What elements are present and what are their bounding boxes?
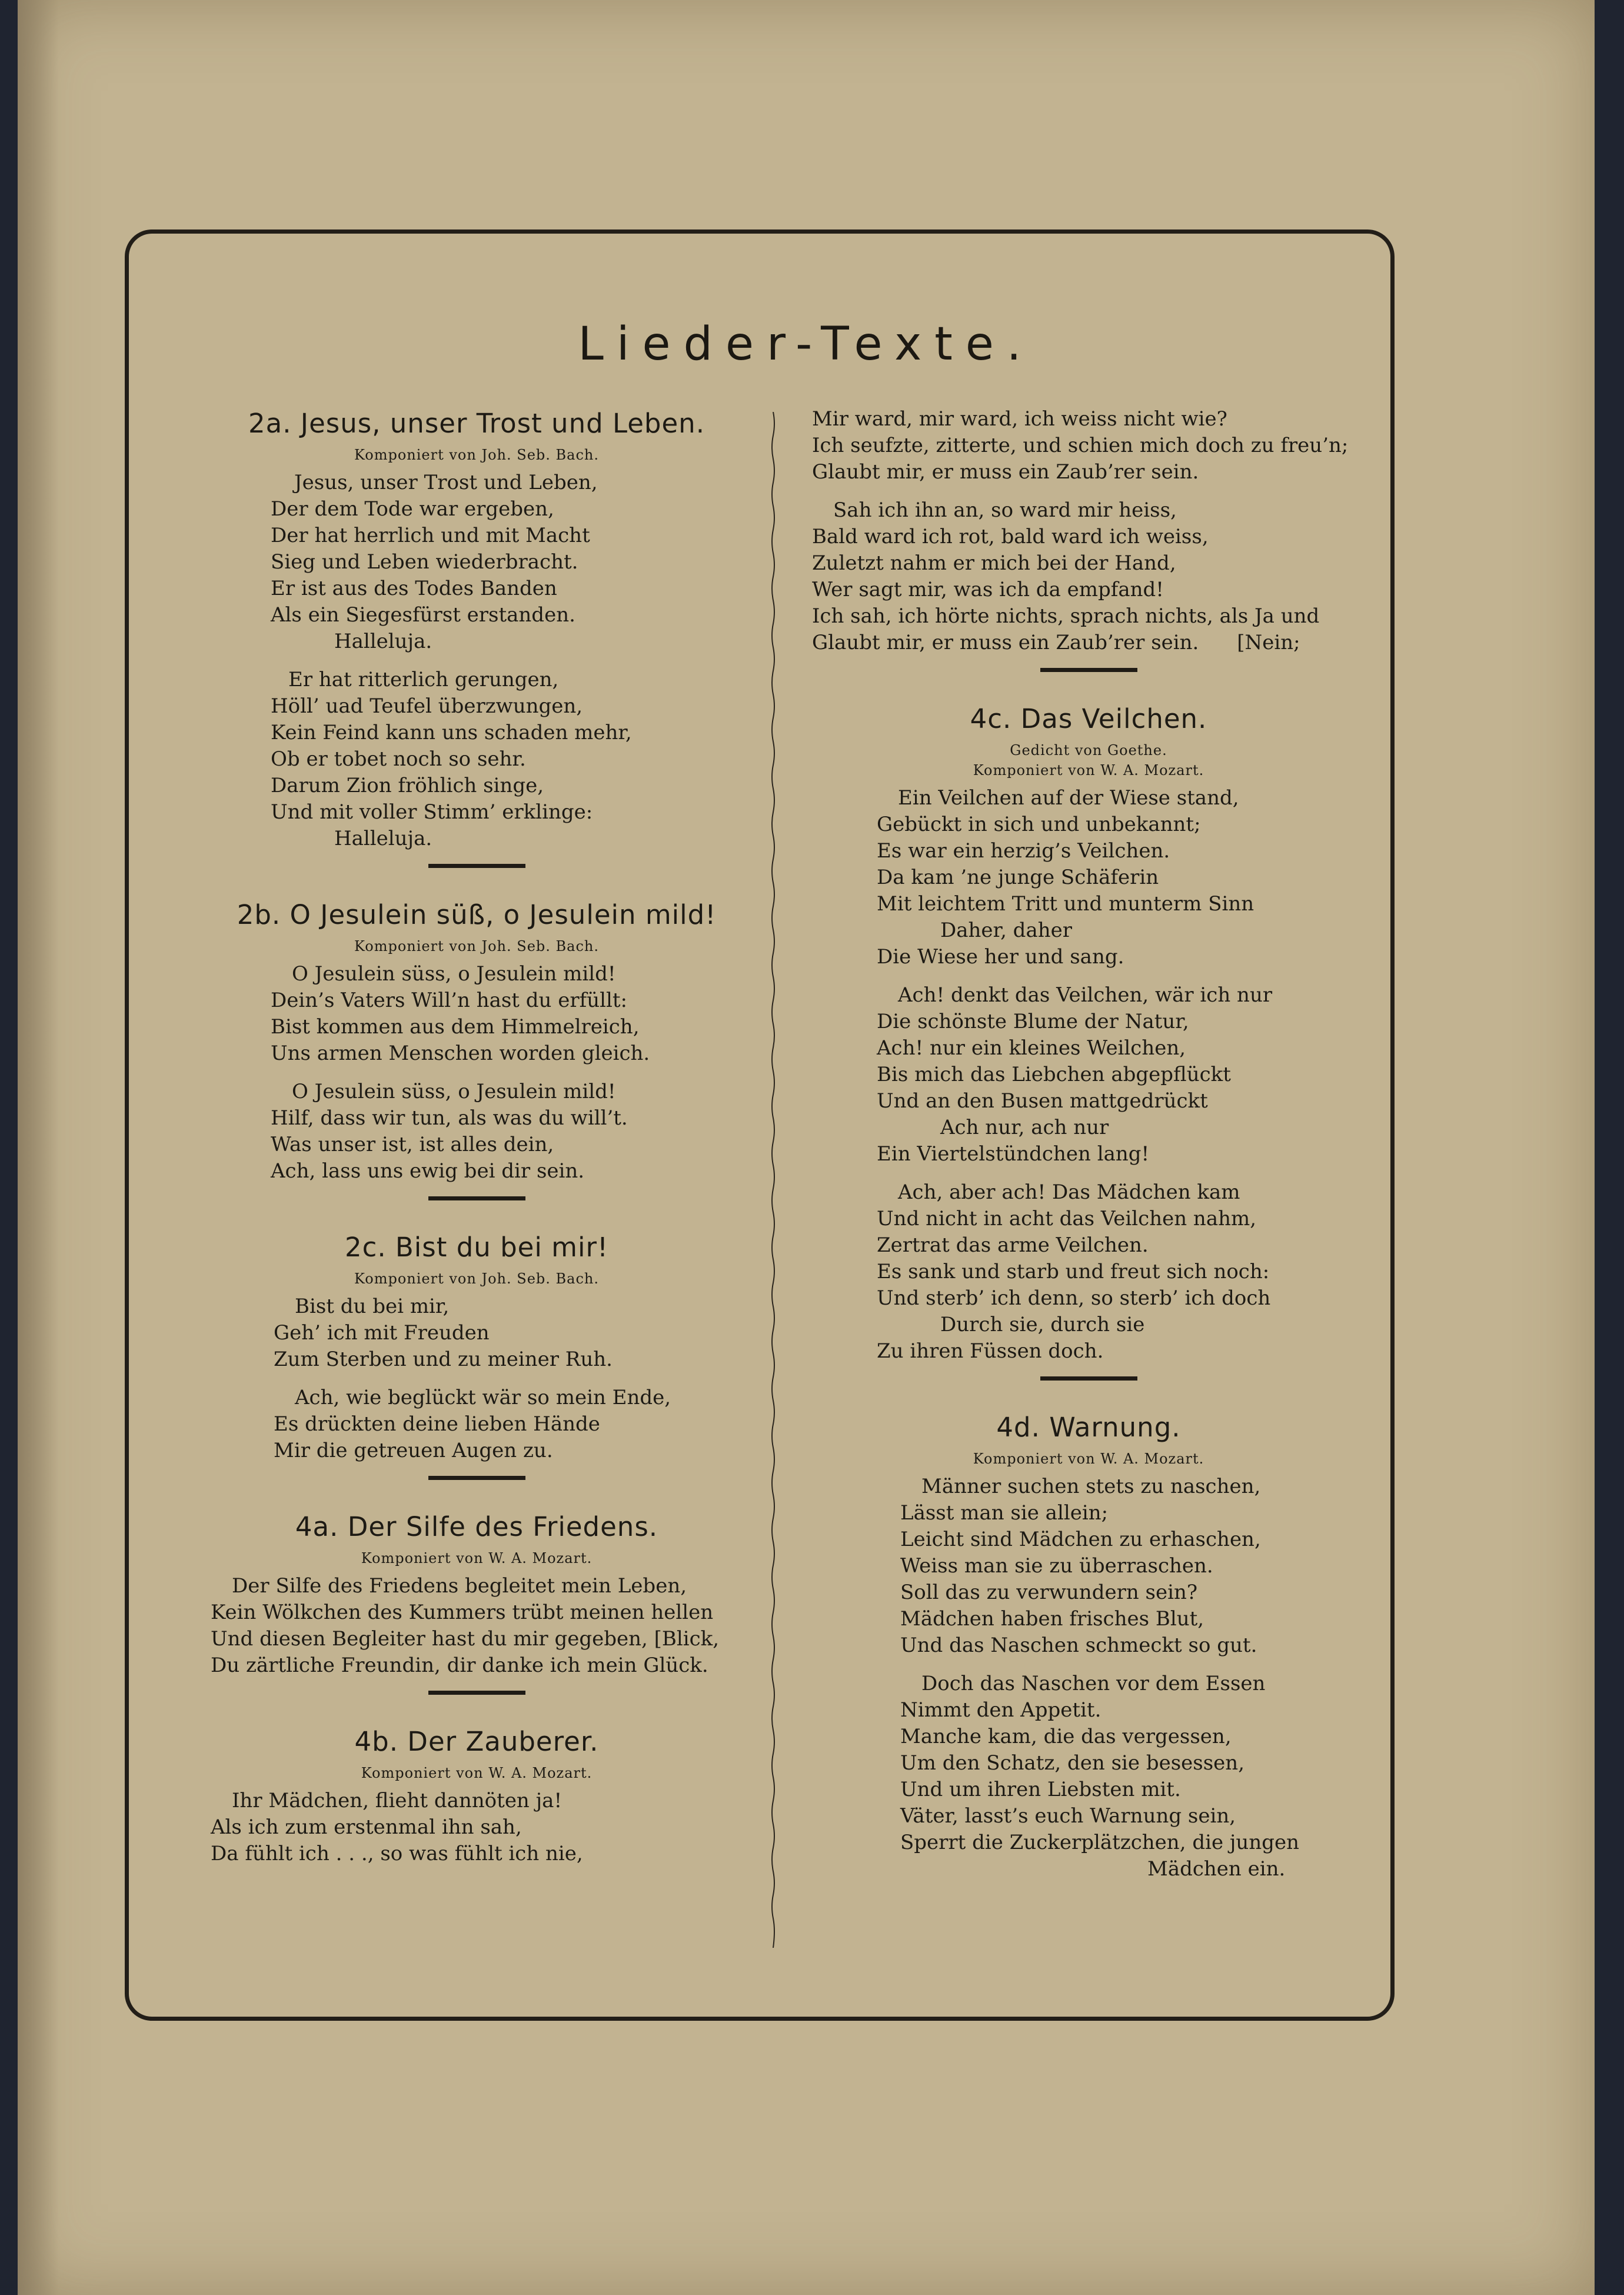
stanza xyxy=(812,1179,1365,1365)
verse-line: Gebückt in sich und unbekannt; xyxy=(877,813,1201,836)
verse-line: Was unser ist, ist alles dein, xyxy=(271,1133,554,1156)
verse-line: Mädchen ein. xyxy=(1147,1857,1286,1881)
song-credit: Gedicht von Goethe. xyxy=(1010,742,1167,759)
page-title: Lieder-Texte. xyxy=(578,318,1034,371)
song-credit: Komponiert von W. A. Mozart. xyxy=(973,1451,1204,1467)
verse-line: Es drückten deine lieben Hände xyxy=(274,1412,600,1436)
stanza xyxy=(194,1385,759,1464)
stanza xyxy=(194,1788,759,1867)
verse-line: Ein Veilchen auf der Wiese stand, xyxy=(898,786,1239,810)
verse-line: Glaubt mir, er muss ein Zaub’rer sein. xyxy=(812,460,1199,484)
verse-line: Leicht sind Mädchen zu erhaschen, xyxy=(900,1528,1261,1551)
verse-line: Nimmt den Appetit. xyxy=(900,1698,1101,1722)
verse-line: Halleluja. xyxy=(334,827,432,850)
verse-line: Und diesen Begleiter hast du mir gegeben, [Blick, xyxy=(211,1627,720,1651)
song-heading: 2c. Bist du bei mir! xyxy=(344,1232,609,1263)
section-rule xyxy=(1040,668,1137,672)
verse-line: Daher, daher xyxy=(940,919,1072,942)
verse-line: Sah ich ihn an, so ward mir heiss, xyxy=(833,498,1177,522)
song-heading: 2a. Jesus, unser Trost und Leben. xyxy=(248,408,705,439)
verse-line: Jesus, unser Trost und Leben, xyxy=(294,471,598,494)
verse-line: Geh’ ich mit Freuden xyxy=(274,1321,490,1345)
song-credit: Komponiert von Joh. Seb. Bach. xyxy=(354,938,599,954)
verse-line: Lässt man sie allein; xyxy=(900,1501,1109,1525)
stanza xyxy=(812,1474,1365,1659)
verse-line: Halleluja. xyxy=(334,630,432,653)
song-heading: 4d. Warnung. xyxy=(996,1412,1181,1443)
verse-line: Als ich zum erstenmal ihn sah, xyxy=(211,1815,522,1839)
verse-line: Der dem Tode war ergeben, xyxy=(271,497,554,521)
verse-line: Da fühlt ich . . ., so was fühlt ich nie, xyxy=(211,1842,583,1865)
verse-line: Zum Sterben und zu meiner Ruh. xyxy=(274,1348,613,1371)
verse-line: Um den Schatz, den sie besessen, xyxy=(900,1751,1245,1775)
right-column xyxy=(812,406,1365,1894)
song-2c xyxy=(194,1230,759,1480)
verse-line: Es war ein herzig’s Veilchen. xyxy=(877,839,1170,863)
song-4d xyxy=(812,1410,1365,1882)
song-heading: 2b. O Jesulein süß, o Jesulein mild! xyxy=(237,899,717,930)
stanza xyxy=(812,497,1365,656)
verse-line: Bis mich das Liebchen abgepflückt xyxy=(877,1063,1231,1086)
verse-line: Er hat ritterlich gerungen, xyxy=(288,668,559,691)
song-credit: Komponiert von Joh. Seb. Bach. xyxy=(354,447,599,463)
stanza xyxy=(812,785,1365,970)
section-rule xyxy=(428,864,525,868)
stanza xyxy=(194,1293,759,1373)
song-4c xyxy=(812,701,1365,1381)
verse-line: Männer suchen stets zu naschen, xyxy=(921,1475,1261,1498)
verse-line: Die Wiese her und sang. xyxy=(877,945,1124,969)
verse-line: Ach, aber ach! Das Mädchen kam xyxy=(898,1180,1240,1204)
verse-line: Bald ward ich rot, bald ward ich weiss, xyxy=(812,525,1209,548)
verse-line: Zertrat das arme Veilchen. xyxy=(877,1233,1149,1257)
verse-line: Und an den Busen mattgedrückt xyxy=(877,1089,1208,1113)
verse-line: O Jesulein süss, o Jesulein mild! xyxy=(292,962,616,986)
verse-line: Und um ihren Liebsten mit. xyxy=(900,1778,1181,1801)
verse-line: Ich sah, ich hörte nichts, sprach nichts, als Ja und xyxy=(812,604,1320,628)
verse-line: Und mit voller Stimm’ erklinge: xyxy=(271,800,593,824)
verse-line: Doch das Naschen vor dem Essen xyxy=(921,1672,1266,1695)
page xyxy=(18,0,1595,2295)
song-2a xyxy=(194,406,759,868)
verse-line: Mädchen haben frisches Blut, xyxy=(900,1607,1204,1631)
verse-line: Manche kam, die das vergessen, xyxy=(900,1725,1232,1748)
left-column xyxy=(194,406,759,1879)
verse-line: Bist du bei mir, xyxy=(295,1295,450,1318)
verse-line: Bist kommen aus dem Himmelreich, xyxy=(271,1015,640,1039)
verse-line: Kein Feind kann uns schaden mehr, xyxy=(271,721,632,744)
stanza xyxy=(194,1573,759,1679)
section-rule xyxy=(428,1476,525,1480)
stanza xyxy=(812,1671,1365,1882)
song-heading: 4b. Der Zauberer. xyxy=(354,1726,599,1757)
verse-line: O Jesulein süss, o Jesulein mild! xyxy=(292,1080,616,1103)
song-heading: 4a. Der Silfe des Friedens. xyxy=(295,1511,658,1542)
verse-line: Sperrt die Zuckerplätzchen, die jungen xyxy=(900,1831,1300,1854)
verse-line: Er ist aus des Todes Banden xyxy=(271,577,557,600)
column-divider xyxy=(771,412,776,1948)
song-4a xyxy=(194,1509,759,1695)
verse-line: Weiss man sie zu überraschen. xyxy=(900,1554,1213,1578)
verse-line: Zuletzt nahm er mich bei der Hand, xyxy=(812,551,1176,575)
verse-line: Uns armen Menschen worden gleich. xyxy=(271,1042,650,1065)
verse-line: Durch sie, durch sie xyxy=(940,1313,1145,1336)
verse-line: Mit leichtem Tritt und munterm Sinn xyxy=(877,892,1254,916)
verse-line: Hilf, dass wir tun, als was du will’t. xyxy=(271,1106,628,1130)
stanza xyxy=(812,406,1365,485)
verse-line: Als ein Siegesfürst erstanden. xyxy=(271,603,575,627)
stanza xyxy=(194,667,759,852)
song-credit: Komponiert von W. A. Mozart. xyxy=(361,1550,593,1566)
verse-line: Soll das zu verwundern sein? xyxy=(900,1581,1198,1604)
song-credit: Komponiert von W. A. Mozart. xyxy=(361,1765,593,1781)
verse-line: Ach, wie beglückt wär so mein Ende, xyxy=(295,1386,671,1409)
song-4b xyxy=(194,1724,759,1867)
verse-line: Da kam ’ne junge Schäferin xyxy=(877,866,1159,889)
verse-line: Kein Wölkchen des Kummers trübt meinen hellen xyxy=(211,1601,714,1624)
stanza xyxy=(194,961,759,1067)
verse-line: Und nicht in acht das Veilchen nahm, xyxy=(877,1207,1257,1230)
verse-line: Ein Viertelstündchen lang! xyxy=(877,1142,1150,1166)
section-rule xyxy=(428,1691,525,1695)
song-credit: Komponiert von W. A. Mozart. xyxy=(973,762,1204,779)
song-2b xyxy=(194,897,759,1200)
verse-line: Wer sagt mir, was ich da empfand! xyxy=(812,578,1164,601)
section-rule xyxy=(428,1196,525,1200)
verse-line: Und sterb’ ich denn, so sterb’ ich doch xyxy=(877,1286,1271,1310)
verse-line: Die schönste Blume der Natur, xyxy=(877,1010,1189,1033)
verse-line: Ach! denkt das Veilchen, wär ich nur xyxy=(898,983,1273,1007)
verse-line: Der hat herrlich und mit Macht xyxy=(271,524,590,547)
stanza xyxy=(194,1079,759,1185)
verse-line: Glaubt mir, er muss ein Zaub’rer sein. [Nein; xyxy=(812,631,1300,654)
verse-line: Höll’ uad Teufel überzwungen, xyxy=(271,694,583,718)
stanza xyxy=(812,982,1365,1168)
verse-line: Ach, lass uns ewig bei dir sein. xyxy=(271,1159,585,1183)
song-4b-continued xyxy=(812,406,1365,672)
verse-line: Der Silfe des Friedens begleitet mein Leben, xyxy=(232,1574,687,1598)
verse-line: Zu ihren Füssen doch. xyxy=(877,1339,1104,1363)
verse-line: Und das Naschen schmeckt so gut. xyxy=(900,1634,1257,1657)
verse-line: Väter, lasst’s euch Warnung sein, xyxy=(900,1804,1236,1828)
verse-line: Ob er tobet noch so sehr. xyxy=(271,747,526,771)
song-credit: Komponiert von Joh. Seb. Bach. xyxy=(354,1270,599,1287)
section-rule xyxy=(1040,1376,1137,1381)
stanza xyxy=(194,470,759,655)
verse-line: Sieg und Leben wiederbracht. xyxy=(271,550,578,574)
verse-line: Es sank und starb und freut sich noch: xyxy=(877,1260,1270,1283)
verse-line: Du zärtliche Freundin, dir danke ich mein Glück. xyxy=(211,1654,708,1677)
verse-line: Darum Zion fröhlich singe, xyxy=(271,774,544,797)
verse-line: Mir ward, mir ward, ich weiss nicht wie? xyxy=(812,407,1227,431)
verse-line: Mir die getreuen Augen zu. xyxy=(274,1439,553,1462)
verse-line: Ach nur, ach nur xyxy=(940,1116,1109,1139)
verse-line: Ich seufzte, zitterte, und schien mich doch zu freu’n; xyxy=(812,434,1349,457)
song-heading: 4c. Das Veilchen. xyxy=(970,703,1207,734)
verse-line: Dein’s Vaters Will’n hast du erfüllt: xyxy=(271,989,627,1012)
verse-line: Ach! nur ein kleines Weilchen, xyxy=(877,1036,1186,1060)
verse-line: Ihr Mädchen, flieht dannöten ja! xyxy=(232,1789,563,1812)
